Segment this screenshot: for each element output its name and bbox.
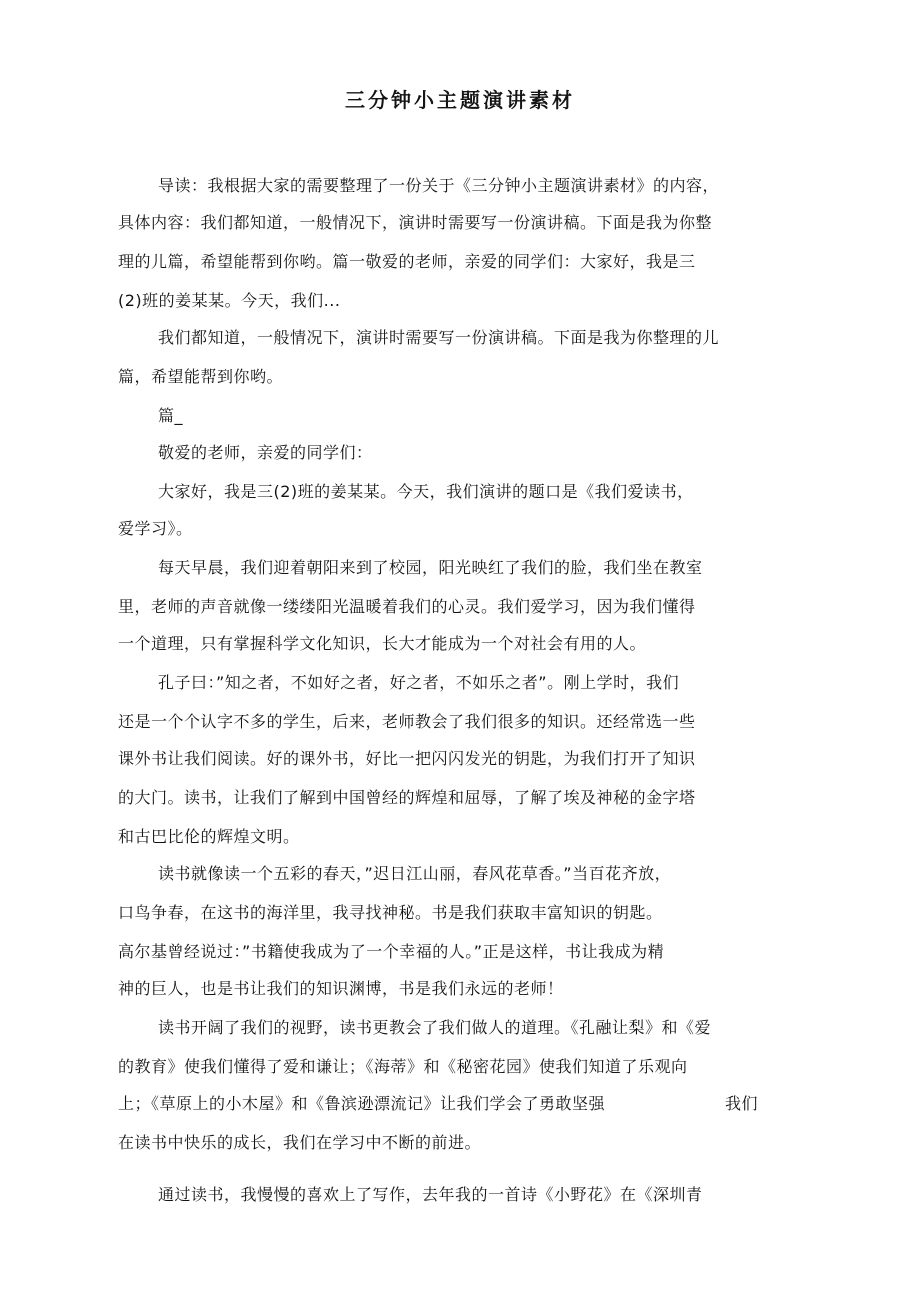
paragraph-line: 的教育》使我们懂得了爱和谦让；《海蒂》和《秘密花园》使我们知道了乐观向 xyxy=(118,1057,688,1076)
paragraph-line: 通过读书，我慢慢的喜欢上了写作，去年我的一首诗《小野花》在《深圳青 xyxy=(158,1185,703,1204)
paragraph-line: 还是一个个认字不多的学生，后来，老师教会了我们很多的知识。还经常选一些 xyxy=(118,712,696,731)
paragraph-line: 里，老师的声音就像一缕缕阳光温暖着我们的心灵。我们爱学习，因为我们懂得 xyxy=(118,597,696,616)
paragraph-line: 爱学习》。 xyxy=(118,519,193,538)
paragraph-line: 篇，希望能帮到你哟。 xyxy=(118,367,284,386)
paragraph-line xyxy=(118,1093,758,1115)
paragraph-line: 和古巴比伦的辉煌文明。 xyxy=(118,827,300,846)
paragraph-line: 孔子曰：”知之者，不如好之者，好之者，不如乐之者”。刚上学时，我们 xyxy=(158,673,680,692)
section-heading: 篇_ xyxy=(158,406,184,425)
paragraph-line: 神的巨人，也是书让我们的知识渊博，书是我们永远的老师！ xyxy=(118,979,564,998)
document-title: 三分钟小主题演讲素材 xyxy=(345,88,575,112)
paragraph-line: (2)班的姜某某。今天，我们... xyxy=(118,291,341,310)
paragraph-line: 的大门。读书，让我们了解到中国曾经的辉煌和屈辱，了解了埃及神秘的金字塔 xyxy=(118,788,696,807)
paragraph-line: 大家好，我是三(2)班的姜某某。今天，我们演讲的题口是《我们爱读书， xyxy=(158,482,694,501)
paragraph-line: 读书开阔了我们的视野，读书更教会了我们做人的道理。《孔融让梨》和《爱 xyxy=(158,1018,712,1037)
paragraph-line: 每天早晨，我们迎着朝阳来到了校园，阳光映红了我们的脸，我们坐在教室 xyxy=(158,558,703,577)
paragraph-line: 课外书让我们阅读。好的课外书，好比一把闪闪发光的钥匙，为我们打开了知识 xyxy=(118,749,696,768)
paragraph-line: 读书就像读一个五彩的春天，”迟日江山丽，春风花草香。”当百花齐放， xyxy=(158,864,672,883)
paragraph-line: 我们都知道，一般情况下，演讲时需要写一份演讲稿。下面是我为你整理的儿 xyxy=(158,328,720,347)
paragraph-line: 具体内容：我们都知道，一般情况下，演讲时需要写一份演讲稿。下面是我为你整 xyxy=(118,213,713,232)
line-text: 上；《草原上的小木屋》和《鲁滨逊漂流记》让我们学会了勇敢坚强 xyxy=(118,1094,606,1113)
paragraph-line: 理的儿篇，希望能帮到你哟。篇一敬爱的老师，亲爱的同学们：大家好，我是三 xyxy=(118,252,696,271)
paragraph-line: 在读书中快乐的成长，我们在学习中不断的前进。 xyxy=(118,1133,482,1152)
paragraph-line: 高尔基曾经说过：”书籍使我成为了一个幸福的人。”正是这样，书让我成为精 xyxy=(118,942,665,961)
salutation: 敬爱的老师，亲爱的同学们： xyxy=(158,443,373,462)
paragraph-line: 一个道理，只有掌握科学文化知识，长大才能成为一个对社会有用的人。 xyxy=(118,634,647,653)
paragraph-line: 导读：我根据大家的需要整理了一份关于《三分钟小主题演讲素材》的内容， xyxy=(158,176,720,195)
paragraph-line: 口鸟争春，在这书的海洋里，我寻找神秘。书是我们获取丰富知识的钥匙。 xyxy=(118,903,663,922)
line-text-tail: 我们 xyxy=(725,1094,759,1113)
